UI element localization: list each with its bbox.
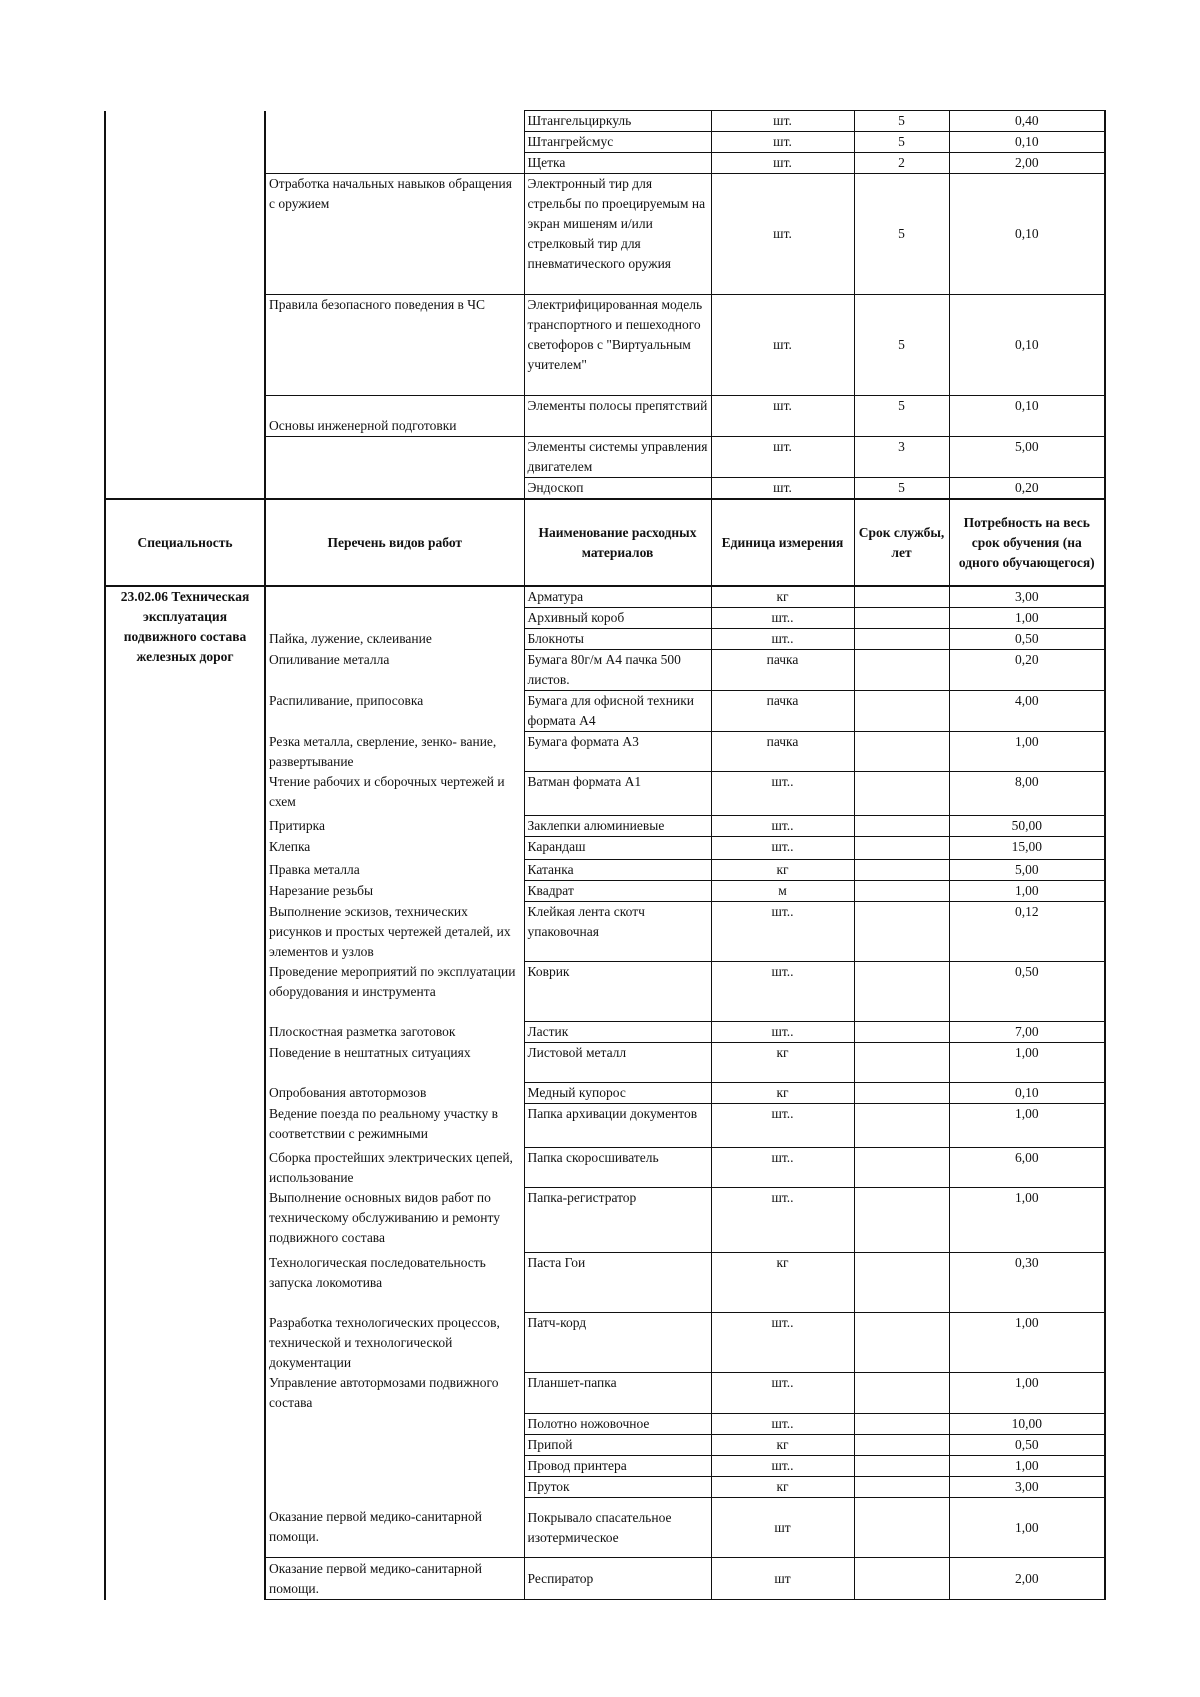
unit-cell: кг xyxy=(711,860,854,881)
need-cell: 0,50 xyxy=(949,1435,1105,1456)
need-cell: 0,10 xyxy=(949,174,1105,295)
unit-cell: шт.. xyxy=(711,837,854,860)
material-cell: Респиратор xyxy=(524,1558,711,1600)
material-cell: Электрифицированная модель транспортного и пешеходного светофоров с "Виртуальным учителем" xyxy=(524,295,711,396)
need-cell: 4,00 xyxy=(949,691,1105,732)
life-cell xyxy=(854,1043,949,1083)
material-cell: Заклепки алюминиевые xyxy=(524,816,711,837)
unit-cell: шт.. xyxy=(711,1148,854,1188)
life-cell xyxy=(854,608,949,629)
life-cell xyxy=(854,837,949,860)
work-cell: Правила безопасного поведения в ЧС xyxy=(265,295,524,396)
header-service-life: Срок службы, лет xyxy=(854,499,949,586)
material-cell: Провод принтера xyxy=(524,1456,711,1477)
work-cell: Притирка xyxy=(265,816,524,837)
work-cell: Клепка xyxy=(265,837,524,860)
specialty-cell: 23.02.06 Техническая эксплуатация подвижного состава железных дорог xyxy=(105,586,265,1600)
life-cell xyxy=(854,1022,949,1043)
life-cell xyxy=(854,1313,949,1373)
need-cell: 1,00 xyxy=(949,881,1105,902)
unit-cell: шт. xyxy=(711,132,854,153)
material-cell: Штангельциркуль xyxy=(524,111,711,132)
material-cell: Припой xyxy=(524,1435,711,1456)
life-cell xyxy=(854,1083,949,1104)
need-cell: 3,00 xyxy=(949,1477,1105,1498)
unit-cell: кг xyxy=(711,586,854,608)
need-cell: 5,00 xyxy=(949,437,1105,478)
need-cell: 2,00 xyxy=(949,153,1105,174)
need-cell: 50,00 xyxy=(949,816,1105,837)
need-cell: 0,20 xyxy=(949,650,1105,691)
material-cell: Бумага для офисной техники формата А4 xyxy=(524,691,711,732)
life-cell xyxy=(854,1104,949,1148)
unit-cell: пачка xyxy=(711,650,854,691)
specialty-cell-empty xyxy=(105,111,265,500)
need-cell: 0,50 xyxy=(949,629,1105,650)
material-cell: Ластик xyxy=(524,1022,711,1043)
life-cell xyxy=(854,650,949,691)
life-cell: 5 xyxy=(854,111,949,132)
header-specialty: Специальность xyxy=(105,499,265,586)
work-cell: Выполнение эскизов, технических рисунков и простых чертежей деталей, их элементов и узлов xyxy=(265,902,524,962)
need-cell: 1,00 xyxy=(949,1373,1105,1414)
life-cell: 5 xyxy=(854,295,949,396)
unit-cell: шт. xyxy=(711,396,854,437)
unit-cell: кг xyxy=(711,1253,854,1313)
need-cell: 15,00 xyxy=(949,837,1105,860)
material-cell: Планшет-папка xyxy=(524,1373,711,1414)
header-need: Потребность на весь срок обучения (на одного обучающегося) xyxy=(949,499,1105,586)
life-cell xyxy=(854,1435,949,1456)
work-cell xyxy=(265,1456,524,1477)
need-cell: 1,00 xyxy=(949,1104,1105,1148)
life-cell xyxy=(854,586,949,608)
need-cell: 0,40 xyxy=(949,111,1105,132)
header-materials: Наименование расходных материалов xyxy=(524,499,711,586)
material-cell: Покрывало спасательное изотермическое xyxy=(524,1498,711,1558)
need-cell: 0,10 xyxy=(949,396,1105,437)
need-cell: 0,10 xyxy=(949,132,1105,153)
unit-cell: пачка xyxy=(711,691,854,732)
unit-cell: шт.. xyxy=(711,1104,854,1148)
material-cell: Папка скоросшиватель xyxy=(524,1148,711,1188)
material-cell: Эндоскоп xyxy=(524,478,711,500)
material-cell: Папка архивации документов xyxy=(524,1104,711,1148)
material-cell: Элементы системы управления двигателем xyxy=(524,437,711,478)
need-cell: 0,30 xyxy=(949,1253,1105,1313)
unit-cell: шт.. xyxy=(711,816,854,837)
life-cell xyxy=(854,1558,949,1600)
unit-cell: шт.. xyxy=(711,1313,854,1373)
need-cell: 8,00 xyxy=(949,772,1105,816)
material-cell: Элементы полосы препятствий xyxy=(524,396,711,437)
material-cell: Листовой металл xyxy=(524,1043,711,1083)
work-cell xyxy=(265,396,524,437)
unit-cell: шт.. xyxy=(711,629,854,650)
unit-cell: шт.. xyxy=(711,1414,854,1435)
materials-table-sheet xyxy=(104,110,1104,1600)
life-cell xyxy=(854,860,949,881)
need-cell: 0,20 xyxy=(949,478,1105,500)
need-cell: 0,12 xyxy=(949,902,1105,962)
material-cell: Катанка xyxy=(524,860,711,881)
material-cell: Щетка xyxy=(524,153,711,174)
work-cell: Сборка простейших электрических цепей, использование xyxy=(265,1148,524,1188)
need-cell: 1,00 xyxy=(949,608,1105,629)
life-cell xyxy=(854,1498,949,1558)
life-cell xyxy=(854,1373,949,1414)
need-cell: 1,00 xyxy=(949,1188,1105,1253)
material-cell: Патч-корд xyxy=(524,1313,711,1373)
material-cell: Коврик xyxy=(524,962,711,1022)
work-cell: Поведение в нештатных ситуациях xyxy=(265,1043,524,1083)
material-cell: Блокноты xyxy=(524,629,711,650)
need-cell: 2,00 xyxy=(949,1558,1105,1600)
material-cell: Паста Гои xyxy=(524,1253,711,1313)
unit-cell: шт. xyxy=(711,111,854,132)
life-cell: 5 xyxy=(854,174,949,295)
unit-cell: кг xyxy=(711,1043,854,1083)
material-cell: Бумага 80г/м А4 пачка 500 листов. xyxy=(524,650,711,691)
material-cell: Папка-регистратор xyxy=(524,1188,711,1253)
need-cell: 1,00 xyxy=(949,1043,1105,1083)
material-cell: Ватман формата А1 xyxy=(524,772,711,816)
unit-cell: шт. xyxy=(711,153,854,174)
unit-cell: шт. xyxy=(711,478,854,500)
work-cell: Проведение мероприятий по эксплуатации оборудования и инструмента xyxy=(265,962,524,1022)
material-cell: Медный купорос xyxy=(524,1083,711,1104)
need-cell: 1,00 xyxy=(949,1456,1105,1477)
header-works: Перечень видов работ xyxy=(265,499,524,586)
material-cell: Электронный тир для стрельбы по проецируемым на экран мишеням и/или стрелковый тир для пневматического оружия xyxy=(524,174,711,295)
material-cell: Карандаш xyxy=(524,837,711,860)
life-cell xyxy=(854,962,949,1022)
work-cell xyxy=(265,608,524,629)
table-row xyxy=(105,586,1105,608)
work-cell: Опробования автотормозов xyxy=(265,1083,524,1104)
unit-cell: шт. xyxy=(711,295,854,396)
need-cell: 3,00 xyxy=(949,586,1105,608)
need-cell: 0,10 xyxy=(949,1083,1105,1104)
need-cell: 7,00 xyxy=(949,1022,1105,1043)
life-cell xyxy=(854,1477,949,1498)
unit-cell: шт.. xyxy=(711,1456,854,1477)
life-cell xyxy=(854,881,949,902)
work-cell: Нарезание резьбы xyxy=(265,881,524,902)
need-cell: 10,00 xyxy=(949,1414,1105,1435)
work-cell: Плоскостная разметка заготовок xyxy=(265,1022,524,1043)
material-cell: Клейкая лента скотч упаковочная xyxy=(524,902,711,962)
unit-cell: пачка xyxy=(711,732,854,772)
work-text: Основы инженерной подготовки xyxy=(269,418,457,433)
unit-cell: шт.. xyxy=(711,1373,854,1414)
life-cell xyxy=(854,691,949,732)
work-cell: Резка металла, сверление, зенко- вание, развертывание xyxy=(265,732,524,772)
work-cell: Отработка начальных навыков обращения с оружием xyxy=(265,174,524,295)
work-cell: Распиливание, припосовка xyxy=(265,691,524,732)
unit-cell: шт.. xyxy=(711,962,854,1022)
life-cell xyxy=(854,1414,949,1435)
table-header-row xyxy=(105,499,1105,586)
life-cell xyxy=(854,629,949,650)
unit-cell: м xyxy=(711,881,854,902)
material-cell: Архивный короб xyxy=(524,608,711,629)
work-cell: Управление автотормозами подвижного состава xyxy=(265,1373,524,1414)
work-cell xyxy=(265,1477,524,1498)
life-cell: 3 xyxy=(854,437,949,478)
need-cell: 1,00 xyxy=(949,732,1105,772)
unit-cell: кг xyxy=(711,1477,854,1498)
materials-table xyxy=(104,110,1106,1600)
material-cell: Штангрейсмус xyxy=(524,132,711,153)
unit-cell: шт. xyxy=(711,174,854,295)
life-cell xyxy=(854,1456,949,1477)
material-cell: Полотно ножовочное xyxy=(524,1414,711,1435)
need-cell: 6,00 xyxy=(949,1148,1105,1188)
work-cell: Оказание первой медико-санитарной помощи. xyxy=(265,1558,524,1600)
unit-cell: шт.. xyxy=(711,1188,854,1253)
life-cell xyxy=(854,816,949,837)
life-cell: 5 xyxy=(854,396,949,437)
table-row xyxy=(105,111,1105,132)
work-cell: Ведение поезда по реальному участку в соответствии с режимными xyxy=(265,1104,524,1148)
work-cell xyxy=(265,1435,524,1456)
material-cell: Арматура xyxy=(524,586,711,608)
work-cell: Оказание первой медико-санитарной помощи. xyxy=(265,1498,524,1558)
unit-cell: шт.. xyxy=(711,1022,854,1043)
work-cell xyxy=(265,437,524,500)
work-cell xyxy=(265,586,524,608)
life-cell: 5 xyxy=(854,478,949,500)
life-cell xyxy=(854,772,949,816)
life-cell xyxy=(854,902,949,962)
work-cell xyxy=(265,1414,524,1435)
need-cell: 0,10 xyxy=(949,295,1105,396)
work-cell: Пайка, лужение, склеивание xyxy=(265,629,524,650)
unit-cell: шт xyxy=(711,1558,854,1600)
life-cell xyxy=(854,1148,949,1188)
life-cell: 5 xyxy=(854,132,949,153)
work-cell: Опиливание металла xyxy=(265,650,524,691)
unit-cell: шт. xyxy=(711,437,854,478)
work-cell: Правка металла xyxy=(265,860,524,881)
material-cell: Пруток xyxy=(524,1477,711,1498)
need-cell: 1,00 xyxy=(949,1313,1105,1373)
unit-cell: шт.. xyxy=(711,902,854,962)
header-unit: Единица измерения xyxy=(711,499,854,586)
work-cell: Технологическая последовательность запуска локомотива xyxy=(265,1253,524,1313)
unit-cell: кг xyxy=(711,1083,854,1104)
life-cell xyxy=(854,1188,949,1253)
work-cell: Выполнение основных видов работ по техническому обслуживанию и ремонту подвижного состава xyxy=(265,1188,524,1253)
work-cell xyxy=(265,111,524,174)
work-cell: Разработка технологических процессов, технической и технологической документации xyxy=(265,1313,524,1373)
material-cell: Квадрат xyxy=(524,881,711,902)
need-cell: 0,50 xyxy=(949,962,1105,1022)
unit-cell: шт.. xyxy=(711,772,854,816)
unit-cell: шт.. xyxy=(711,608,854,629)
need-cell: 1,00 xyxy=(949,1498,1105,1558)
life-cell xyxy=(854,732,949,772)
need-cell: 5,00 xyxy=(949,860,1105,881)
work-cell: Чтение рабочих и сборочных чертежей и схем xyxy=(265,772,524,816)
material-cell: Бумага формата А3 xyxy=(524,732,711,772)
life-cell: 2 xyxy=(854,153,949,174)
unit-cell: шт xyxy=(711,1498,854,1558)
life-cell xyxy=(854,1253,949,1313)
unit-cell: кг xyxy=(711,1435,854,1456)
